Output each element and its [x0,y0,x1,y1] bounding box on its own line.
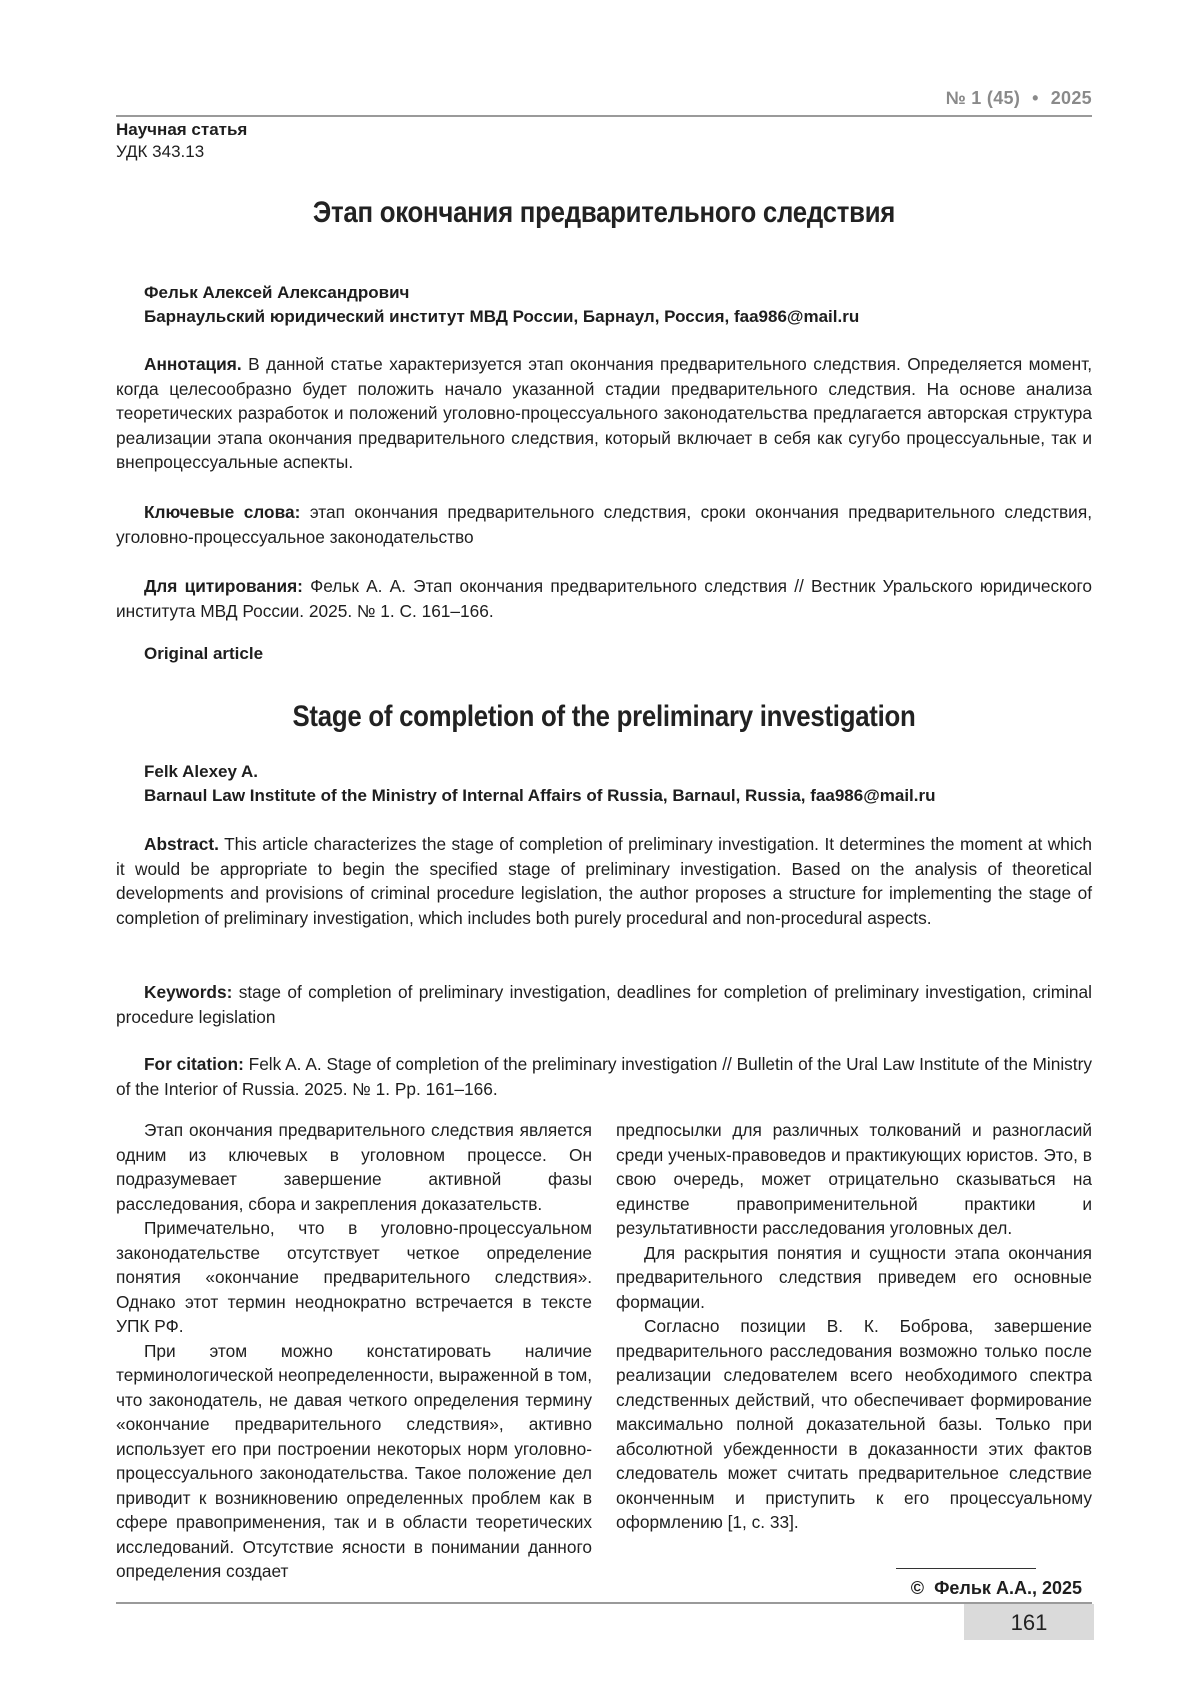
ru-keywords [116,500,1092,549]
en-article-type: Original article [144,644,264,663]
copyright-rule [896,1568,1036,1569]
page-number: 161 [1010,1610,1048,1635]
header-rule [116,115,1092,117]
en-abstract-text: This article characterizes the stage of completion of preliminary investigation. It determines the moment at which it would be appropriate to begin the specified stage of preliminary investigation. Based on the analysis of theoretical developments and provisions of criminal procedure legislation, the author proposes a structure for implementing the stage of completion of preliminary investigation, which includes both purely procedural and non-procedural aspects. [116,834,1092,928]
udk-code: УДК 343.13 [116,142,205,161]
ru-abstract-text: В данной статье характеризуется этап окончания предварительного следствия. Определяется момент, когда целесообразно будет положить начало указанной стадии предварительного следствия. На основе анализа теоретических разработок и положений уголовно-процессуального законодательства предлагается авторская структура реализации этапа окончания предварительного следствия, который включает в себя как сугубо процессуальные, так и внепроцессуальные аспекты. [116,354,1092,472]
en-citation-label: For citation: [144,1054,244,1074]
body-paragraph: Примечательно, что в уголовно-процессуальном законодательстве отсутствует четкое определение понятия «окончание предварительного следствия». Однако этот термин неоднократно встречается в тексте УПК РФ. [116,1218,592,1336]
issue-header [946,88,1092,109]
ru-author-name: Фельк Алексей Александрович [144,283,410,302]
issue-number: № 1 (45) [945,88,1021,108]
header-separator: • [1032,88,1039,108]
en-author-name: Felk Alexey A. [144,762,259,781]
ru-article-title: Этап окончания предварительного следствия [312,196,896,229]
en-abstract [116,832,1092,930]
ru-abstract-label: Аннотация. [144,354,242,374]
ru-citation-label: Для цитирования: [144,576,303,596]
en-keywords-text: stage of completion of preliminary investigation, deadlines for completion of preliminary investigation, criminal procedure legislation [116,982,1092,1027]
ru-keywords-label: Ключевые слова: [144,502,301,522]
ru-citation [116,574,1092,623]
en-citation-text: Felk A. A. Stage of completion of the preliminary investigation // Bulletin of the Ural Law Institute of the Ministry of the Interior of Russia. 2025. № 1. Pp. 161–166. [116,1054,1092,1099]
ru-article-type: Научная статья [116,120,248,139]
footer-rule [116,1602,1092,1604]
ru-author-affiliation: Барнаульский юридический институт МВД России, Барнаул, Россия, faa986@mail.ru [144,307,860,326]
ru-keywords-text: этап окончания предварительного следствия, сроки окончания предварительного следствия, уголовно-процессуальное законодательство [116,502,1092,547]
ru-citation-text: Фельк А. А. Этап окончания предварительного следствия // Вестник Уральского юридического института МВД России. 2025. № 1. С. 161–166. [116,576,1092,621]
copyright-line [911,1578,1082,1599]
ru-article-meta [116,120,1092,162]
page-number-box [964,1604,1094,1640]
body-column-left [116,1118,592,1584]
en-keywords-label: Keywords: [144,982,233,1002]
body-paragraph: При этом можно констатировать наличие терминологической неопределенности, выраженной в том, что законодатель, не давая четкого определения термину «окончание предварительного следствия», активно использует его при построении некоторых норм уголовно-процессуального законодательства. Такое положение дел приводит к возникновению определенных проблем как в сфере правоприменения, так и в области теоретических исследований. Отсутствие ясности в понимании данного определения создает [116,1340,592,1581]
body-paragraph: Этап окончания предварительного следствия является одним из ключевых в уголовном процессе. Он подразумевает завершение активной фазы расследования, сбора и закрепления доказательств. [116,1120,592,1214]
ru-abstract [116,352,1092,475]
en-keywords [116,980,1092,1029]
body-paragraph: Для раскрытия понятия и сущности этапа окончания предварительного следствия приведем его основные формации. [616,1242,1092,1312]
body-paragraph-continuation: предпосылки для различных толкований и разногласий среди ученых-правоведов и практикующих юристов. Это, в свою очередь, может отрицательно сказываться на единстве правоприменительной практики и результативности расследования уголовных дел. [616,1120,1092,1238]
en-abstract-label: Abstract. [144,834,219,854]
en-author-affiliation: Barnaul Law Institute of the Ministry of Internal Affairs of Russia, Barnaul, Russia, faa986@mail.ru [144,786,936,805]
copyright-icon: © [910,1578,925,1598]
body-column-right [616,1118,1092,1535]
en-citation [116,1052,1092,1101]
issue-year: 2025 [1050,88,1092,108]
en-article-meta [116,644,1092,664]
ru-author-block [116,281,1092,329]
en-article-title: Stage of completion of the preliminary investigation [292,700,916,733]
body-paragraph: Согласно позиции В. К. Боброва, завершение предварительного расследования возможно только после реализации следователем всего необходимого спектра следственных действий, что обеспечивает формирование максимально полной доказательной базы. Только при абсолютной убежденности в доказанности этих фактов следователь может считать предварительное следствие оконченным и приступить к его процессуальному оформлению [1, с. 33]. [616,1316,1092,1532]
copyright-text: Фельк А.А., 2025 [934,1578,1082,1598]
en-author-block [116,760,1092,808]
